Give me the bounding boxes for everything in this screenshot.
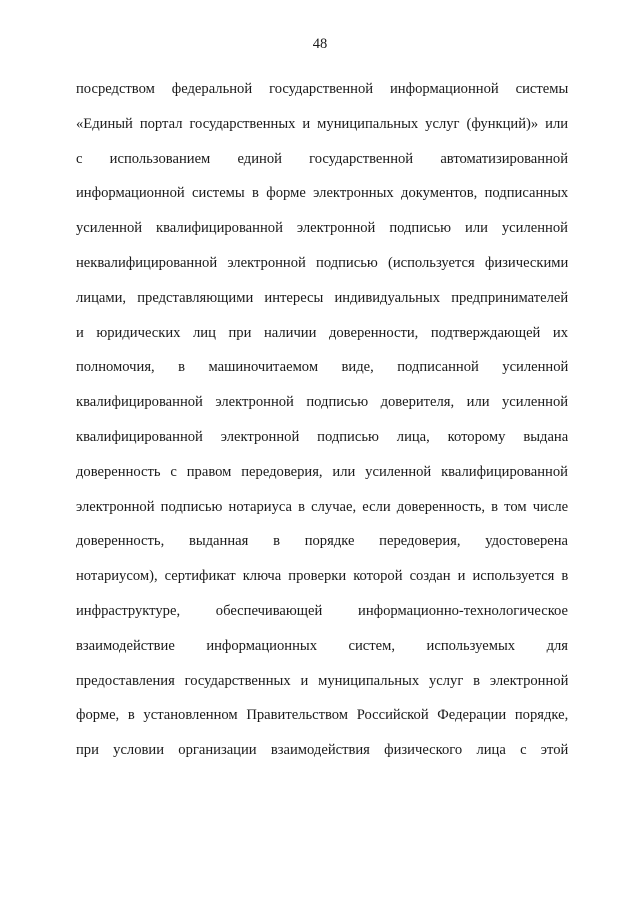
text-line: информационной системы в форме электронных документов, подписанных: [76, 185, 568, 202]
text-line: доверенность с правом передоверия, или усиленной квалифицированной: [76, 463, 568, 480]
text-line: лицами, представляющими интересы индивидуальных предпринимателей: [76, 289, 568, 306]
page-number: 48: [312, 36, 328, 52]
text-line: полномочия, в машиночитаемом виде, подписанной усиленной: [76, 359, 568, 376]
text-line: взаимодействие информационных систем, используемых для: [76, 637, 568, 654]
text-line: «Единый портал государственных и муниципальных услуг (функций)» или: [76, 115, 568, 132]
text-line: доверенность, выданная в порядке передоверия, удостоверена: [76, 533, 568, 550]
text-line: предоставления государственных и муниципальных услуг в электронной: [76, 672, 568, 689]
text-line: форме, в установленном Правительством Российской Федерации порядке,: [76, 707, 568, 724]
text-line: квалифицированной электронной подписью лица, которому выдана: [76, 428, 568, 445]
text-line: квалифицированной электронной подписью доверителя, или усиленной: [76, 394, 568, 411]
text-line: инфраструктуре, обеспечивающей информационно-технологическое: [76, 602, 568, 619]
text-line: при условии организации взаимодействия физического лица с этой: [76, 742, 568, 759]
text-line: электронной подписью нотариуса в случае, если доверенность, в том числе: [76, 498, 568, 515]
text-line: усиленной квалифицированной электронной подписью или усиленной: [76, 220, 568, 237]
body-text: [76, 72, 568, 768]
text-line: нотариусом), сертификат ключа проверки которой создан и используется в: [76, 568, 568, 585]
text-line: посредством федеральной государственной информационной системы: [76, 81, 568, 97]
text-line: неквалифицированной электронной подписью (используется физическими: [76, 254, 568, 271]
text-line: и юридических лиц при наличии доверенности, подтверждающей их: [76, 324, 568, 341]
text-line: с использованием единой государственной автоматизированной: [76, 150, 568, 167]
